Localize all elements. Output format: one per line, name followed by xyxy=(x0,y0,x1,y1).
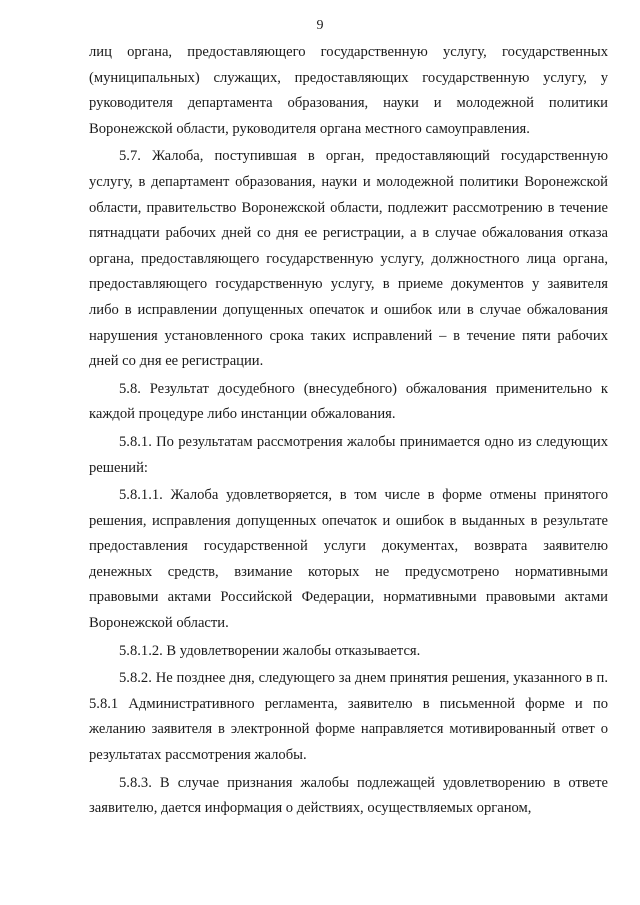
page-number: 9 xyxy=(316,18,324,33)
paragraph-5-7: 5.7. Жалоба, поступившая в орган, предоставляющий государственную услугу, в департамент образования, науки и молодежной политики Воронежской области, правительство Воронежской области, подлежит рассмотрению в течение пятнадцати рабочих дней со дня ее регистрации, а в случае обжалования отказа органа, предоставляющего государственную услугу, должностного лица органа, предоставляющего государственную услугу, в приеме документов у заявителя либо в исправлении допущенных опечаток и ошибок или в случае обжалования нарушения установленного срока таких исправлений – в течение пяти рабочих дней со дня ее регистрации. xyxy=(89,148,608,370)
paragraph-5-8-2: 5.8.2. Не позднее дня, следующего за днем принятия решения, указанного в п. 5.8.1 Административного регламента, заявителю в письменной форме и по желанию заявителя в электронной форме направляется мотивированный ответ о результатах рассмотрения жалобы. xyxy=(89,670,608,764)
paragraph-5-8-1: 5.8.1. По результатам рассмотрения жалобы принимается одно из следующих решений: xyxy=(89,433,608,476)
document-body xyxy=(89,40,608,822)
paragraph-continuation: лиц органа, предоставляющего государственную услугу, государственных (муниципальных) служащих, предоставляющих государственную услугу, у руководителя департамента образования, науки и молодежной политики Воронежской области, руководителя органа местного самоуправления. xyxy=(89,44,608,137)
paragraph-5-8: 5.8. Результат досудебного (внесудебного) обжалования применительно к каждой процедуре либо инстанции обжалования. xyxy=(89,380,608,423)
paragraph-5-8-1-2: 5.8.1.2. В удовлетворении жалобы отказывается. xyxy=(119,642,421,659)
paragraph-5-8-1-1: 5.8.1.1. Жалоба удовлетворяется, в том числе в форме отмены принятого решения, исправления допущенных опечаток и ошибок в выданных в результате предоставления государственной услуги документах, возврата заявителю денежных средств, взимание которых не предусмотрено нормативными правовыми актами Российской Федерации, нормативными правовыми актами Воронежской области. xyxy=(89,487,608,632)
paragraph-5-8-3: 5.8.3. В случае признания жалобы подлежащей удовлетворению в ответе заявителю, дается информация о действиях, осуществляемых органом, xyxy=(89,774,608,817)
